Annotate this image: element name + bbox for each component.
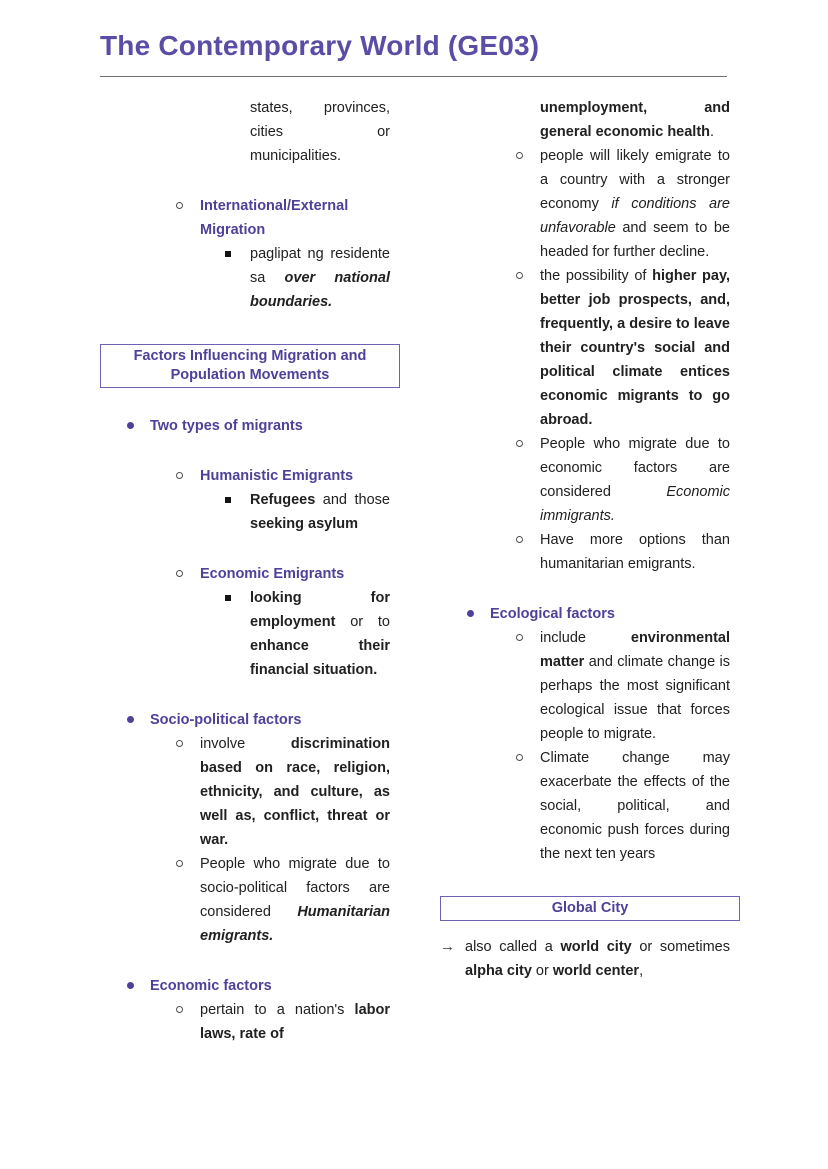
text-run: enhance their financial situation. [250, 638, 390, 678]
text-run: alpha city [465, 963, 532, 979]
disc-bullet-icon [127, 982, 134, 989]
list-item [150, 414, 390, 438]
list-item [540, 746, 730, 866]
title-rule [100, 76, 727, 77]
page-header [100, 30, 728, 62]
list-item [250, 242, 390, 314]
left-column [100, 96, 400, 1046]
list-item [540, 626, 730, 746]
text-run: People who migrate due to economic factors are considered [540, 436, 730, 500]
list-item [200, 194, 390, 242]
circle-bullet-icon [516, 272, 523, 279]
text-run: Socio-political factors [150, 712, 302, 728]
disc-bullet-icon [127, 716, 134, 723]
text-run: People who migrate due to socio-political factors are considered [200, 856, 390, 920]
text-run: if conditions are unfavorable [540, 196, 730, 236]
circle-bullet-icon [176, 740, 183, 747]
text-run: the possibility of [540, 268, 653, 284]
text-run: people will likely emigrate to a country with a stronger economy [540, 148, 730, 212]
text-run: and seem to be headed for further decline. [540, 220, 730, 260]
text-run: Humanitarian emigrants. [200, 904, 390, 944]
text-run: or to [335, 614, 390, 630]
text-run: Economic immigrants. [540, 484, 730, 524]
text-run: higher pay, better job prospects, and, frequently, a desire to leave their country's social and political climate entices economic migrants to go abroad. [540, 268, 730, 428]
list-item [200, 998, 390, 1046]
content-columns [100, 96, 740, 1046]
text-run: International/External Migration [200, 198, 349, 238]
text-run: involve [200, 736, 291, 752]
text-run: . [710, 124, 715, 140]
text-run: looking for employment [250, 590, 390, 630]
text-run: Have more options than humanitarian emigrants. [540, 532, 730, 572]
list-item [200, 464, 390, 488]
text-run: environmental matter [540, 630, 730, 670]
list-item [540, 144, 730, 264]
text-run: over national boundaries. [250, 270, 390, 310]
text-run: and those [315, 492, 390, 508]
text-run: Refugees [250, 492, 316, 508]
square-bullet-icon [225, 251, 231, 257]
text-run: unemployment, and general economic health [540, 100, 730, 140]
circle-bullet-icon [176, 202, 183, 209]
text-run: seeking asylum [250, 516, 358, 532]
list-item [540, 264, 730, 432]
text-run: states, provinces, cities or municipalities. [250, 100, 390, 164]
text-run: world city [560, 939, 632, 955]
text-run: also called a [465, 939, 561, 955]
list-item [150, 708, 390, 732]
text-run: discrimination based on race, religion, ethnicity, and culture, as well as, conflict, threat or war. [200, 736, 390, 848]
text-run: pertain to a nation's [200, 1002, 355, 1018]
list-item [200, 852, 390, 948]
text-run: paglipat ng residente sa [250, 246, 390, 286]
text-run: and climate change is perhaps the most significant ecological issue that forces people to migrate. [540, 654, 730, 742]
text-run: Humanistic Emigrants [200, 468, 354, 484]
text-run: Climate change may exacerbate the effects of the social, political, and economic push forces during the next ten years [540, 750, 730, 862]
text-run: or sometimes [631, 939, 730, 955]
text-run: Two types of migrants [150, 418, 303, 434]
circle-bullet-icon [516, 440, 523, 447]
list-item [200, 732, 390, 852]
list-item [200, 562, 390, 586]
disc-bullet-icon [467, 610, 474, 617]
text-run: include [540, 630, 631, 646]
text-run: , [639, 963, 644, 979]
continuation-text [540, 96, 730, 144]
section-box-heading: Factors Influencing Migration and Population Movements [100, 344, 400, 388]
square-bullet-icon [225, 595, 231, 601]
circle-bullet-icon [176, 860, 183, 867]
circle-bullet-icon [516, 536, 523, 543]
arrow-bullet-icon: → [440, 938, 455, 955]
circle-bullet-icon [176, 1006, 183, 1013]
text-run: Economic factors [150, 978, 272, 994]
list-item [490, 602, 730, 626]
text-run: labor laws, rate of [200, 1002, 390, 1042]
continuation-text [250, 96, 390, 168]
disc-bullet-icon [127, 422, 134, 429]
right-column [440, 96, 740, 1046]
circle-bullet-icon [516, 754, 523, 761]
list-item [540, 528, 730, 576]
text-run: world center [552, 963, 640, 979]
list-item [250, 488, 390, 536]
list-item [150, 974, 390, 998]
list-item [540, 432, 730, 528]
circle-bullet-icon [516, 152, 523, 159]
square-bullet-icon [225, 497, 231, 503]
text-run: Ecological factors [490, 606, 615, 622]
section-box-heading: Global City [440, 896, 740, 921]
list-item [250, 586, 390, 682]
page-title: The Contemporary World (GE03) [100, 30, 540, 61]
list-item [440, 935, 730, 983]
text-run: Economic Emigrants [200, 566, 345, 582]
circle-bullet-icon [176, 570, 183, 577]
circle-bullet-icon [516, 634, 523, 641]
circle-bullet-icon [176, 472, 183, 479]
text-run: or [531, 963, 553, 979]
